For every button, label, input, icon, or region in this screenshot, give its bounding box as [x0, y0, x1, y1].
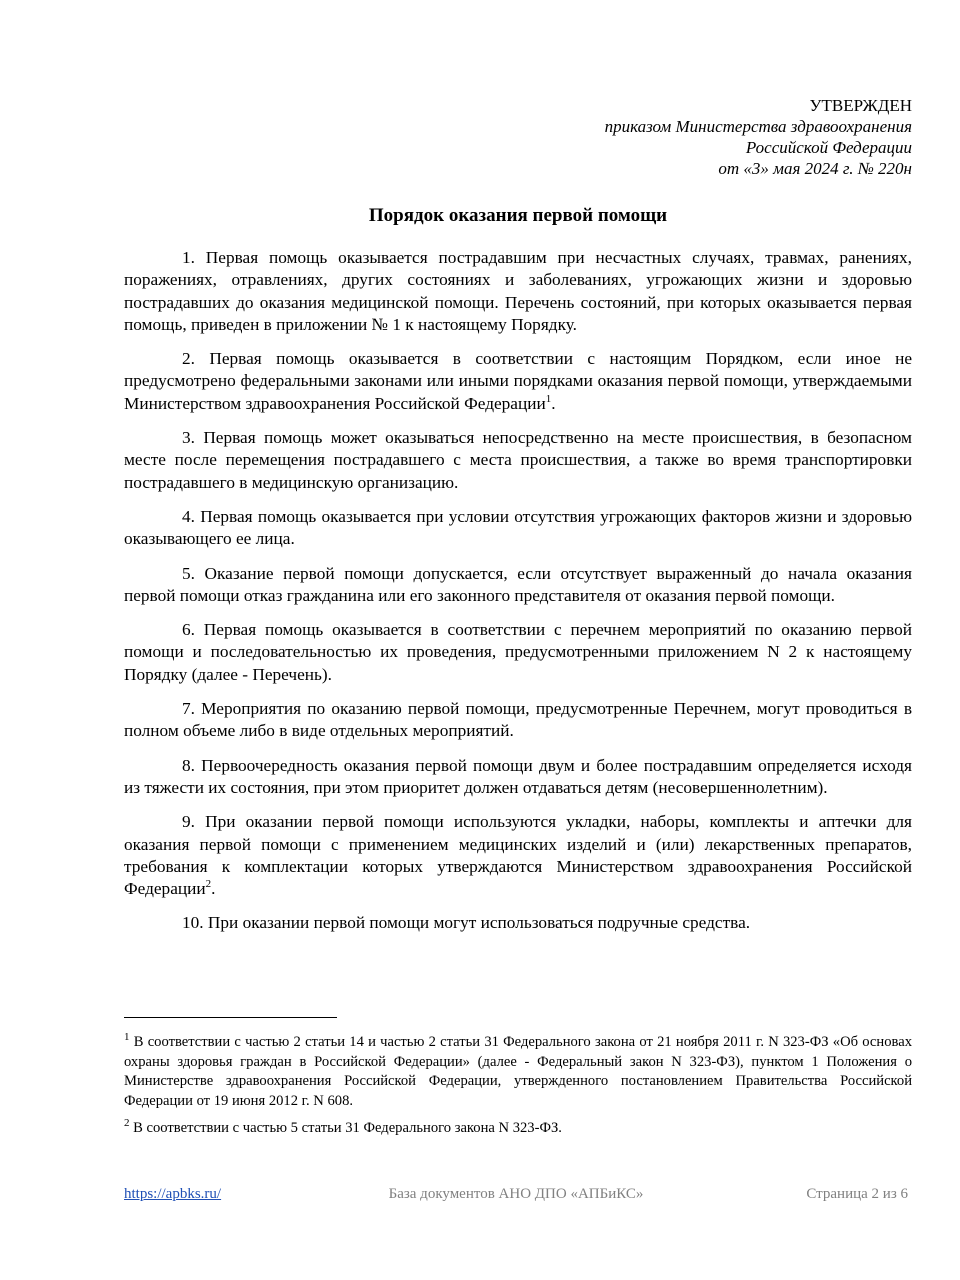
paragraph-text: 3. Первая помощь может оказываться непосредственно на месте происшествия, в безопасном месте после перемещения пострадавшего с места происшествия, а также во время транспортировки пострадавшего в медицинскую организацию. [124, 428, 912, 492]
footnote-text: В соответствии с частью 5 статьи 31 Федерального закона N 323-ФЗ. [129, 1120, 562, 1136]
approval-country: Российской Федерации [745, 138, 912, 157]
paragraph-text: 1. Первая помощь оказывается пострадавшим при несчастных случаях, травмах, ранениях, поражениях, отравлениях, других состояниях и заболеваниях, угрожающих жизни и здоровью пострадавших до оказания медицинской помощи. Перечень состояний, при которых оказывается первая помощь, приведен в приложении № 1 к настоящему Порядку. [124, 248, 912, 334]
page-number: Страница 2 из 6 [806, 1186, 908, 1202]
footnote-ref[interactable]: 1 [545, 393, 552, 406]
paragraph-text: 9. При оказании первой помощи используются укладки, наборы, комплекты и аптечки для оказания первой помощи с применением медицинских изделий и (или) лекарственных препаратов, требования к комплектации которых утверждаются Министерством здравоохранения Российской Федерации [124, 812, 912, 899]
paragraph-text: 5. Оказание первой помощи допускается, если отсутствует выраженный до начала оказания первой помощи отказ гражданина или его законного представителя от оказания первой помощи. [124, 563, 912, 605]
footnote-mark: 1 [124, 1031, 130, 1044]
footer-source: База документов АНО ДПО «АПБиКС» [388, 1186, 644, 1202]
paragraph-tail: . [551, 393, 556, 413]
footnote-ref[interactable]: 2 [205, 878, 212, 891]
paragraph [124, 755, 912, 800]
site-link[interactable]: https://apbks.ru/ [124, 1186, 222, 1202]
paragraph [124, 811, 912, 900]
approval-date: от «3» мая 2024 г. № 220н [718, 159, 912, 178]
paragraph-text: 6. Первая помощь оказывается в соответствии с перечнем мероприятий по оказанию первой помощи и последовательностью их проведения, предусмотренными приложением N 2 к настоящему Порядку (далее - Перечень). [124, 620, 912, 684]
paragraph [124, 698, 912, 743]
paragraph [124, 619, 912, 686]
footnotes [124, 1033, 912, 1147]
footnote [124, 1119, 912, 1139]
approval-status: УТВЕРЖДЕН [809, 96, 912, 115]
paragraph-text: 7. Мероприятия по оказанию первой помощи, предусмотренные Перечнем, могут проводиться в полном объеме либо в виде отдельных мероприятий. [124, 699, 912, 741]
footnote-divider [124, 1017, 337, 1018]
page-footer [124, 1186, 908, 1206]
paragraph [124, 427, 912, 494]
approval-order: приказом Министерства здравоохранения [604, 117, 912, 136]
footnote-text: В соответствии с частью 2 статьи 14 и частью 2 статьи 31 Федерального закона от 21 ноября 2011 г. N 323-ФЗ «Об основах охраны здоровья граждан в Российской Федерации» (далее - Федеральный закон N 323-ФЗ), пунктом 1 Положения о Министерстве здравоохранения Российской Федерации, утвержденного постановлением Правительства Российской Федерации от 19 июня 2012 г. N 608. [124, 1034, 912, 1109]
paragraph-text: 4. Первая помощь оказывается при условии отсутствия угрожающих факторов жизни и здоровью оказывающего ее лица. [124, 506, 912, 549]
paragraph [124, 247, 912, 336]
document-title: Порядок оказания первой помощи [368, 205, 668, 226]
paragraph [124, 912, 912, 934]
footnote-mark: 2 [124, 1117, 130, 1130]
paragraph-text: 10. При оказании первой помощи могут использоваться подручные средства. [182, 913, 751, 933]
paragraph [124, 506, 912, 551]
footnote [124, 1033, 912, 1111]
paragraph-text: 2. Первая помощь оказывается в соответствии с настоящим Порядком, если иное не предусмотрено федеральными законами или иными порядками оказания первой помощи, утверждаемыми Министерством здравоохранения Российской Федерации [124, 349, 912, 413]
paragraph [124, 348, 912, 415]
document-page [124, 95, 912, 947]
paragraph-text: 8. Первоочередность оказания первой помощи двум и более пострадавшим определяется исходя из тяжести их состояния, при этом приоритет должен отдаваться детям (несовершеннолетним). [124, 755, 912, 797]
paragraph [124, 563, 912, 608]
paragraph-list [124, 247, 912, 935]
approval-block [124, 95, 912, 179]
paragraph-tail: . [211, 879, 216, 899]
